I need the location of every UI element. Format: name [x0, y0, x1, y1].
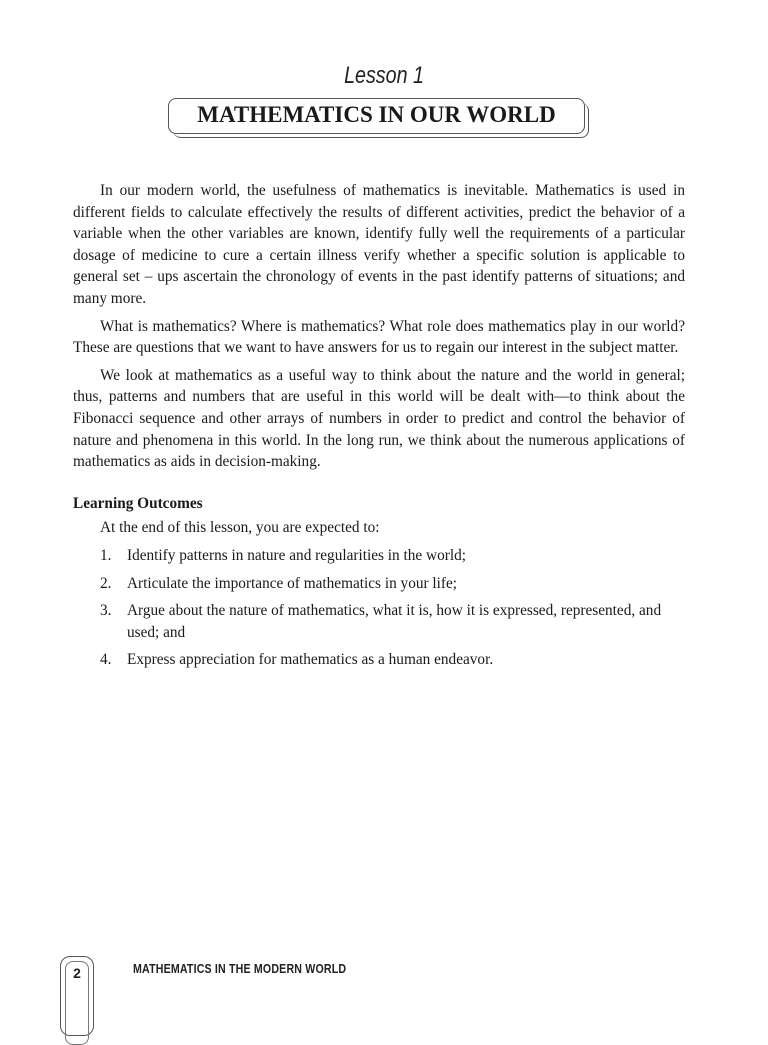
list-item: [73, 649, 685, 671]
list-item: [73, 545, 685, 567]
list-item-text: Express appreciation for mathematics as a human endeavor.: [127, 651, 494, 669]
body-paragraph: In our modern world, the usefulness of mathematics is inevitable. Mathematics is used in different fields to calculate effectively the results of different activities, predict the behavior of a variable when the other variables are known, identify fully well the requirements of a particular dosage of medicine to cure a certain illness verify whether a specific solution is applicable to general set – ups ascertain the chronology of events in the past identify patterns of situations; and many more.: [73, 182, 685, 307]
page-number: 2: [73, 965, 81, 981]
list-item-number: 4.: [100, 651, 112, 669]
body-paragraph: We look at mathematics as a useful way to think about the nature and the world in general; thus, patterns and numbers that are useful in this world will be dealt with—to think about the Fibonacci sequence and other arrays of numbers in order to predict and control the behavior of nature and phenomena in this world. In the long run, we think about the numerous applications of mathematics as aids in decision-making.: [73, 366, 685, 471]
list-item: [73, 600, 685, 643]
list-item-number: 3.: [100, 602, 112, 620]
list-item-text: Argue about the nature of mathematics, what it is, how it is expressed, represented, and used; and: [127, 602, 662, 641]
list-item-text: Articulate the importance of mathematics in your life;: [127, 574, 458, 592]
lesson-title: MATHEMATICS IN OUR WORLD: [197, 102, 556, 127]
learning-outcomes-list: [73, 545, 685, 671]
lesson-body: [73, 180, 685, 677]
lesson-label: Lesson 1: [344, 62, 424, 89]
list-item-number: 1.: [100, 546, 112, 564]
list-item: [73, 573, 685, 595]
learning-outcomes-heading: Learning Outcomes: [73, 494, 203, 512]
list-item-text: Identify patterns in nature and regularities in the world;: [127, 546, 466, 564]
page-number-tab: [60, 956, 94, 1036]
running-head: MATHEMATICS IN THE MODERN WORLD: [133, 962, 347, 976]
lesson-title-box: [168, 98, 585, 134]
list-item-number: 2.: [100, 574, 112, 592]
body-paragraph: What is mathematics? Where is mathematics? What role does mathematics play in our world? These are questions that we want to have answers for us to regain our interest in the subject matter.: [73, 317, 685, 357]
learning-outcomes-intro: At the end of this lesson, you are expected to:: [100, 519, 380, 537]
